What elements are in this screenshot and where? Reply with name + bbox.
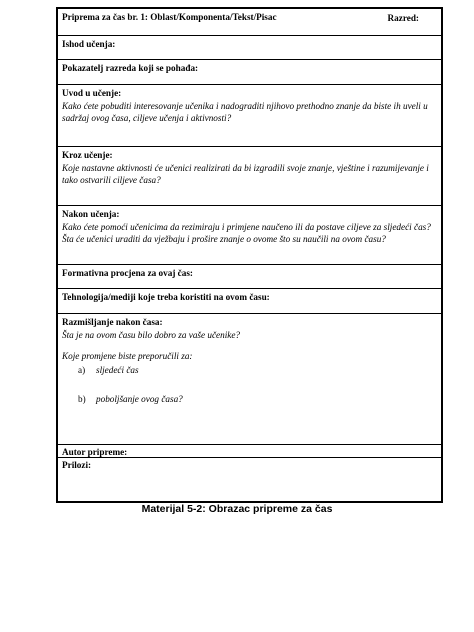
- razmisljanje-question-2: Koje promjene biste preporučili za:: [62, 351, 193, 361]
- kroz-text: Koje nastavne aktivnosti će učenici realizirati da bi izgradili svoje znanje, vještine i razumijevanje i tako ostvarili ciljeve časa?: [62, 162, 429, 185]
- razmisljanje-question-1: Šta je na ovom času bilo dobro za vaše učenike?: [62, 329, 241, 340]
- figure-caption: Materijal 5-2: Obrazac pripreme za čas: [141, 503, 333, 515]
- item-b-text: poboljšanje ovog časa?: [96, 394, 183, 404]
- prilozi-label: Prilozi:: [62, 460, 92, 470]
- tehnologija-row: [58, 288, 441, 313]
- ishod-label: Ishod učenja:: [62, 39, 116, 49]
- kroz-row: [58, 146, 441, 205]
- form-title: Priprema za čas br. 1: Oblast/Komponenta/Tekst/Pisac: [62, 12, 277, 22]
- form-title-row: [58, 7, 441, 35]
- formativna-label: Formativna procjena za ovaj čas:: [62, 268, 193, 278]
- uvod-row: [58, 84, 441, 146]
- pokazatelj-row: [58, 59, 441, 84]
- razmisljanje-item-b: [62, 393, 437, 406]
- uvod-heading: Uvod u učenje:: [62, 88, 122, 98]
- item-b-number: b): [78, 394, 86, 404]
- razmisljanje-row: [58, 313, 441, 444]
- uvod-text: Kako ćete pobuditi interesovanje učenika i nadograditi njihovo prethodno znanje da biste ih uveli u sadržaj ovog časa, ciljeve učenja i aktivnosti?: [62, 100, 428, 123]
- nakon-text: Kako ćete pomoći učenicima da rezimiraju i primjene naučeno ili da postave ciljeve za sljedeći čas? Šta će učenici uraditi da vježbaju i prošire znanje o ovome što su naučili na ovom času?: [62, 221, 431, 244]
- razmisljanje-heading: Razmišljanje nakon časa:: [62, 317, 163, 327]
- lesson-plan-form: [56, 7, 443, 503]
- prilozi-row: [58, 457, 441, 501]
- razred-label: Razred:: [387, 13, 419, 23]
- formativna-row: [58, 264, 441, 288]
- tehnologija-label: Tehnologija/mediji koje treba koristiti na ovom času:: [62, 292, 270, 302]
- item-a-text: sljedeći čas: [96, 364, 139, 375]
- autor-row: [58, 444, 441, 457]
- nakon-heading: Nakon učenja:: [62, 209, 120, 219]
- pokazatelj-label: Pokazatelj razreda koji se pohađa:: [62, 63, 199, 73]
- kroz-heading: Kroz učenje:: [62, 150, 113, 160]
- nakon-row: [58, 205, 441, 264]
- ishod-row: [58, 35, 441, 59]
- item-a-number: a): [78, 364, 86, 375]
- autor-label: Autor pripreme:: [62, 447, 128, 457]
- razmisljanje-item-a: [62, 364, 437, 377]
